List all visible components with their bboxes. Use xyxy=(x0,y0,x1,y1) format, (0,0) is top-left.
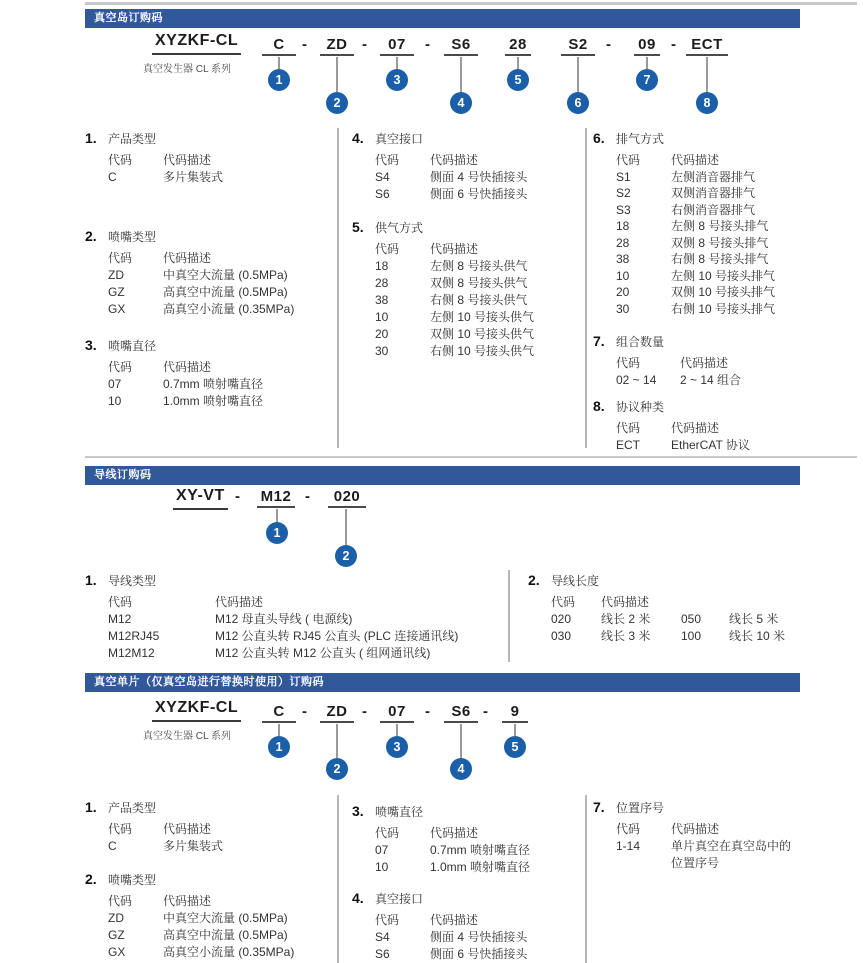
desc-cell: 0.7mm 喷射嘴直径 xyxy=(163,377,264,391)
code-cell: 28 xyxy=(616,235,630,250)
code-cell: ZD xyxy=(108,911,124,925)
code-cell: C xyxy=(108,839,117,853)
connector-line xyxy=(278,724,280,736)
connector-line xyxy=(460,724,462,758)
code-cell: S1 xyxy=(616,169,631,184)
code-cell: S6 xyxy=(375,947,390,961)
code-row xyxy=(108,611,458,628)
group-title: 喷嘴类型 xyxy=(108,873,157,887)
code-row xyxy=(375,186,527,203)
code-cell: GX xyxy=(108,945,126,959)
code-segment: C xyxy=(273,36,285,53)
segment-underline xyxy=(380,721,414,723)
code-segment: 28 xyxy=(509,36,527,53)
step-marker: 2 xyxy=(326,758,348,780)
table-header: 代码 代码描述 xyxy=(108,153,212,167)
code-table xyxy=(108,359,263,410)
code-row xyxy=(375,343,534,360)
table-header: 代码 代码描述 xyxy=(108,595,264,609)
code-row xyxy=(375,309,534,326)
desc-cell: M12 母直头导线 ( 电源线) xyxy=(215,612,353,626)
connector-line xyxy=(646,57,648,69)
desc-cell: 线长 2 米 xyxy=(601,612,651,626)
code-row xyxy=(616,838,791,855)
desc-cell: M12 公直头转 RJ45 公直头 (PLC 连接通讯线) xyxy=(215,629,459,643)
segment-underline xyxy=(380,54,414,56)
code-cell: 030 xyxy=(551,629,572,643)
group-title: 真空接口 xyxy=(375,892,424,906)
desc-cell: 双侧 10 号接头排气 xyxy=(671,285,776,299)
code-table xyxy=(375,152,527,203)
step-marker: 4 xyxy=(450,758,472,780)
code-cell: 100 xyxy=(681,629,702,643)
segment-underline xyxy=(634,54,660,56)
code-table xyxy=(616,355,741,389)
group-protocol xyxy=(593,398,750,454)
code-segment: ZD xyxy=(326,703,348,720)
code-segment: C xyxy=(273,703,285,720)
step-marker: 2 xyxy=(326,92,348,114)
code-cell: C xyxy=(108,170,117,184)
connector-line xyxy=(278,57,280,69)
section1-header-bar xyxy=(85,9,800,28)
dash-separator: - xyxy=(362,703,367,720)
code-cell: 20 xyxy=(375,327,389,341)
group-number: 2. xyxy=(85,228,97,244)
code-row xyxy=(616,169,775,186)
code-cell: 38 xyxy=(616,252,630,266)
connector-line xyxy=(336,724,338,758)
group-position-number xyxy=(593,799,791,872)
desc-cell: 高真空中流量 (0.5MPa) xyxy=(163,928,288,942)
table-header: 代码 代码描述 xyxy=(616,153,720,167)
desc-cell: 1.0mm 喷射嘴直径 xyxy=(430,860,531,874)
step-marker: 5 xyxy=(507,69,529,91)
dash-separator: - xyxy=(606,36,611,53)
code-cell: GX xyxy=(108,302,126,316)
desc-cell: 右侧 8 号接头供气 xyxy=(430,293,528,307)
dash-separator: - xyxy=(425,703,430,720)
code-cell: 18 xyxy=(616,219,630,233)
step-marker: 1 xyxy=(268,69,290,91)
table-header: 代码 代码描述 xyxy=(616,356,729,370)
desc-cell: 2 ~ 14 组合 xyxy=(680,373,742,387)
group-nozzle-type xyxy=(85,871,294,961)
code-segment: 07 xyxy=(388,36,406,53)
dash-separator: - xyxy=(671,36,676,53)
step-marker: 3 xyxy=(386,69,408,91)
group-number: 2. xyxy=(85,871,97,887)
group-number: 3. xyxy=(352,803,364,819)
desc-cell: 侧面 6 号快插接头 xyxy=(430,187,528,201)
step-marker: 6 xyxy=(567,92,589,114)
column-divider xyxy=(337,795,339,963)
desc-cell: 多片集装式 xyxy=(163,839,224,853)
code-cell: 02 ~ 14 xyxy=(616,373,657,387)
segment-underline xyxy=(328,506,366,508)
group-number: 4. xyxy=(352,890,364,906)
desc-cell: 左侧 8 号接头供气 xyxy=(430,259,528,273)
table-header: 代码 代码描述 xyxy=(375,153,479,167)
code-table xyxy=(108,250,294,318)
code-cell: S3 xyxy=(616,202,631,217)
desc-cell: M12 公直头转 M12 公直头 ( 组网通讯线) xyxy=(215,646,431,660)
dash-separator: - xyxy=(302,703,307,720)
desc-cell: 位置序号 xyxy=(671,856,720,870)
code-row xyxy=(108,645,458,662)
code-cell: S4 xyxy=(375,170,390,184)
section1-model-code: XYZKF-CL xyxy=(152,32,241,55)
desc-cell: 双侧消音器排气 xyxy=(671,186,756,200)
code-row xyxy=(616,372,741,389)
step-marker: 1 xyxy=(268,736,290,758)
code-cell: ZD xyxy=(108,268,124,282)
desc-cell: EtherCAT 协议 xyxy=(671,438,750,452)
connector-line xyxy=(517,57,519,69)
table-header: 代码 代码描述 xyxy=(616,822,720,836)
section3-header-bar xyxy=(85,673,800,692)
code-row xyxy=(108,267,294,284)
code-row xyxy=(375,326,534,343)
code-table xyxy=(616,152,775,317)
code-cell: ECT xyxy=(616,438,640,452)
code-segment: S2 xyxy=(568,36,588,53)
code-cell: S4 xyxy=(375,930,390,944)
code-row xyxy=(375,842,530,859)
desc-cell: 高真空小流量 (0.35MPa) xyxy=(163,302,295,316)
section1-model-caption: 真空发生器 CL 系列 xyxy=(143,64,231,75)
code-segment: S6 xyxy=(451,703,471,720)
desc-cell: 左侧 10 号接头排气 xyxy=(671,268,776,283)
table-header: 代码 代码描述 xyxy=(551,595,650,609)
group-title: 位置序号 xyxy=(616,801,665,815)
desc-cell: 右侧 8 号接头排气 xyxy=(671,252,769,266)
table-header: 代码 代码描述 xyxy=(375,242,479,256)
connector-line xyxy=(396,724,398,736)
desc-cell: 双侧 8 号接头排气 xyxy=(671,235,769,250)
group-number: 4. xyxy=(352,130,364,146)
step-marker: 2 xyxy=(335,545,357,567)
code-table xyxy=(616,821,791,872)
group-title: 排气方式 xyxy=(616,132,665,146)
code-cell: 020 xyxy=(551,612,572,626)
section2-header-bar xyxy=(85,466,800,485)
code-row xyxy=(616,202,775,219)
segment-underline xyxy=(444,54,478,56)
desc-cell: 左侧消音器排气 xyxy=(671,169,756,184)
group-title: 导线长度 xyxy=(551,574,600,588)
code-row xyxy=(616,185,775,202)
segment-underline xyxy=(502,721,528,723)
top-divider xyxy=(85,2,857,5)
dash-separator: - xyxy=(235,488,240,505)
group-number: 8. xyxy=(593,398,605,414)
group-title: 供气方式 xyxy=(375,221,424,235)
step-marker: 3 xyxy=(386,736,408,758)
code-row xyxy=(616,437,750,454)
segment-underline xyxy=(262,54,296,56)
group-title: 组合数量 xyxy=(616,335,665,349)
desc-cell: 0.7mm 喷射嘴直径 xyxy=(430,843,531,857)
group-number: 2. xyxy=(528,572,540,588)
code-table xyxy=(375,912,527,963)
desc-cell: 高真空中流量 (0.5MPa) xyxy=(163,285,288,299)
code-row xyxy=(375,859,530,876)
code-segment: 07 xyxy=(388,703,406,720)
code-row xyxy=(108,169,223,186)
code-row xyxy=(108,628,458,645)
code-table xyxy=(551,594,785,645)
desc-cell: 右侧 10 号接头供气 xyxy=(430,344,535,358)
code-row xyxy=(616,251,775,268)
column-divider xyxy=(585,128,587,448)
group-exhaust xyxy=(593,130,775,317)
group-title: 喷嘴直径 xyxy=(108,339,157,353)
group-number: 1. xyxy=(85,130,97,146)
code-cell: 30 xyxy=(375,344,389,358)
desc-cell: 线长 3 米 xyxy=(601,629,651,643)
code-table xyxy=(108,893,294,961)
desc-cell: 左侧 8 号接头排气 xyxy=(671,219,769,233)
desc-cell: 高真空小流量 (0.35MPa) xyxy=(163,945,295,959)
code-cell: 10 xyxy=(375,310,389,324)
group-title: 喷嘴直径 xyxy=(375,805,424,819)
group-nozzle-diameter xyxy=(85,337,263,410)
code-row xyxy=(375,292,534,309)
code-row xyxy=(108,301,294,318)
group-title: 真空接口 xyxy=(375,132,424,146)
group-number: 7. xyxy=(593,799,605,815)
connector-line xyxy=(336,57,338,92)
code-table xyxy=(108,152,223,186)
code-row xyxy=(108,910,294,927)
code-row xyxy=(108,284,294,301)
section-divider xyxy=(85,456,857,458)
code-row xyxy=(108,376,263,393)
code-row xyxy=(616,218,775,235)
step-marker: 8 xyxy=(696,92,718,114)
group-title: 产品类型 xyxy=(108,132,157,146)
group-vacuum-port xyxy=(352,890,527,963)
group-number: 7. xyxy=(593,333,605,349)
code-row xyxy=(108,393,263,410)
code-cell: 10 xyxy=(108,394,122,408)
code-row xyxy=(375,169,527,186)
code-cell: 07 xyxy=(375,843,389,857)
code-cell: 10 xyxy=(375,860,389,874)
code-row xyxy=(551,611,785,628)
desc-cell: 右侧 10 号接头排气 xyxy=(671,301,776,316)
group-number: 6. xyxy=(593,130,605,146)
code-row xyxy=(616,235,775,252)
group-number: 1. xyxy=(85,572,97,588)
code-segment: ECT xyxy=(691,36,723,53)
table-header: 代码 代码描述 xyxy=(108,251,212,265)
code-row xyxy=(375,929,527,946)
code-table xyxy=(108,594,458,662)
desc-cell: 单片真空在真空岛中的 xyxy=(671,839,792,853)
section2-title: 导线订购码 xyxy=(94,469,152,481)
code-table xyxy=(108,821,223,855)
group-title: 导线类型 xyxy=(108,574,157,588)
code-cell: M12 xyxy=(108,612,132,626)
group-product-type xyxy=(85,130,223,186)
connector-line xyxy=(460,57,462,92)
segment-underline xyxy=(505,54,531,56)
section3-model-code: XYZKF-CL xyxy=(152,699,241,722)
table-header: 代码 代码描述 xyxy=(108,822,212,836)
code-cell: M12M12 xyxy=(108,646,155,660)
group-air-supply xyxy=(352,219,534,360)
code-table xyxy=(375,241,534,360)
connector-line xyxy=(396,57,398,69)
code-segment: 09 xyxy=(638,36,656,53)
section3-title: 真空单片（仅真空岛进行替换时使用）订购码 xyxy=(94,676,324,688)
segment-underline xyxy=(320,721,354,723)
desc-cell: 侧面 4 号快插接头 xyxy=(430,170,528,184)
segment-underline xyxy=(686,54,728,56)
code-cell: S6 xyxy=(375,187,390,201)
connector-line xyxy=(577,57,579,92)
code-segment: S6 xyxy=(451,36,471,53)
group-wire-length xyxy=(528,572,785,645)
code-cell: 10 xyxy=(616,268,630,283)
code-row xyxy=(375,946,527,963)
column-divider xyxy=(337,128,339,448)
table-header: 代码 代码描述 xyxy=(616,421,720,435)
segment-underline xyxy=(262,721,296,723)
code-segment: 020 xyxy=(333,488,361,505)
step-marker: 7 xyxy=(636,69,658,91)
code-cell: 20 xyxy=(616,285,630,299)
code-segment: 9 xyxy=(510,703,520,720)
code-cell: 07 xyxy=(108,377,122,391)
code-cell: 18 xyxy=(375,259,389,273)
group-number: 5. xyxy=(352,219,364,235)
group-nozzle-diameter xyxy=(352,803,530,876)
segment-underline xyxy=(257,506,295,508)
step-marker: 4 xyxy=(450,92,472,114)
segment-underline xyxy=(444,721,478,723)
section2-model-code: XY-VT xyxy=(173,487,228,510)
group-title: 喷嘴类型 xyxy=(108,230,157,244)
connector-line xyxy=(706,57,708,92)
desc-cell: 右侧消音器排气 xyxy=(671,202,756,217)
code-row xyxy=(375,275,534,292)
dash-separator: - xyxy=(302,36,307,53)
code-row xyxy=(551,628,785,645)
code-cell: 30 xyxy=(616,301,630,316)
code-row xyxy=(616,301,775,318)
code-cell: 050 xyxy=(681,612,702,626)
desc-cell: 侧面 4 号快插接头 xyxy=(430,930,528,944)
connector-line xyxy=(276,509,278,522)
group-number: 3. xyxy=(85,337,97,353)
code-table xyxy=(375,825,530,876)
code-row xyxy=(375,258,534,275)
desc-cell: 侧面 6 号快插接头 xyxy=(430,947,528,961)
group-wire-type xyxy=(85,572,458,662)
dash-separator: - xyxy=(425,36,430,53)
desc-cell: 中真空大流量 (0.5MPa) xyxy=(163,268,288,282)
code-cell: 28 xyxy=(375,276,389,290)
code-segment: ZD xyxy=(326,36,348,53)
desc-cell: 双侧 10 号接头供气 xyxy=(430,327,535,341)
code-row xyxy=(616,268,775,285)
code-cell: M12RJ45 xyxy=(108,629,160,643)
code-row xyxy=(616,855,791,872)
desc-cell: 双侧 8 号接头供气 xyxy=(430,276,528,290)
desc-cell: 线长 10 米 xyxy=(729,629,786,643)
table-header: 代码 代码描述 xyxy=(375,913,479,927)
dash-separator: - xyxy=(305,488,310,505)
code-row xyxy=(616,284,775,301)
column-divider xyxy=(585,795,587,963)
code-cell: 1-14 xyxy=(616,839,641,853)
code-row xyxy=(108,927,294,944)
code-segment: M12 xyxy=(260,488,292,505)
code-cell: GZ xyxy=(108,928,125,942)
desc-cell: 左侧 10 号接头供气 xyxy=(430,310,535,324)
segment-underline xyxy=(320,54,354,56)
desc-cell: 多片集装式 xyxy=(163,170,224,184)
code-cell: GZ xyxy=(108,285,125,299)
section1-title: 真空岛订购码 xyxy=(94,12,163,24)
dash-separator: - xyxy=(362,36,367,53)
code-table xyxy=(616,420,750,454)
group-title: 产品类型 xyxy=(108,801,157,815)
section3-model-caption: 真空发生器 CL 系列 xyxy=(143,731,231,742)
desc-cell: 线长 5 米 xyxy=(729,612,779,626)
code-row xyxy=(108,838,223,855)
table-header: 代码 代码描述 xyxy=(375,826,479,840)
table-header: 代码 代码描述 xyxy=(108,894,212,908)
desc-cell: 中真空大流量 (0.5MPa) xyxy=(163,911,288,925)
group-title: 协议种类 xyxy=(616,400,665,414)
connector-line xyxy=(345,509,347,545)
segment-underline xyxy=(561,54,595,56)
group-combination-qty xyxy=(593,333,741,389)
code-row xyxy=(108,944,294,961)
step-marker: 5 xyxy=(504,736,526,758)
code-cell: S2 xyxy=(616,186,631,200)
dash-separator: - xyxy=(483,703,488,720)
desc-cell: 1.0mm 喷射嘴直径 xyxy=(163,394,264,408)
group-number: 1. xyxy=(85,799,97,815)
connector-line xyxy=(514,724,516,736)
table-header: 代码 代码描述 xyxy=(108,360,212,374)
column-divider xyxy=(508,570,510,662)
step-marker: 1 xyxy=(266,522,288,544)
code-cell: 38 xyxy=(375,293,389,307)
group-product-type xyxy=(85,799,223,855)
group-nozzle-type xyxy=(85,228,294,318)
group-vacuum-port xyxy=(352,130,527,203)
